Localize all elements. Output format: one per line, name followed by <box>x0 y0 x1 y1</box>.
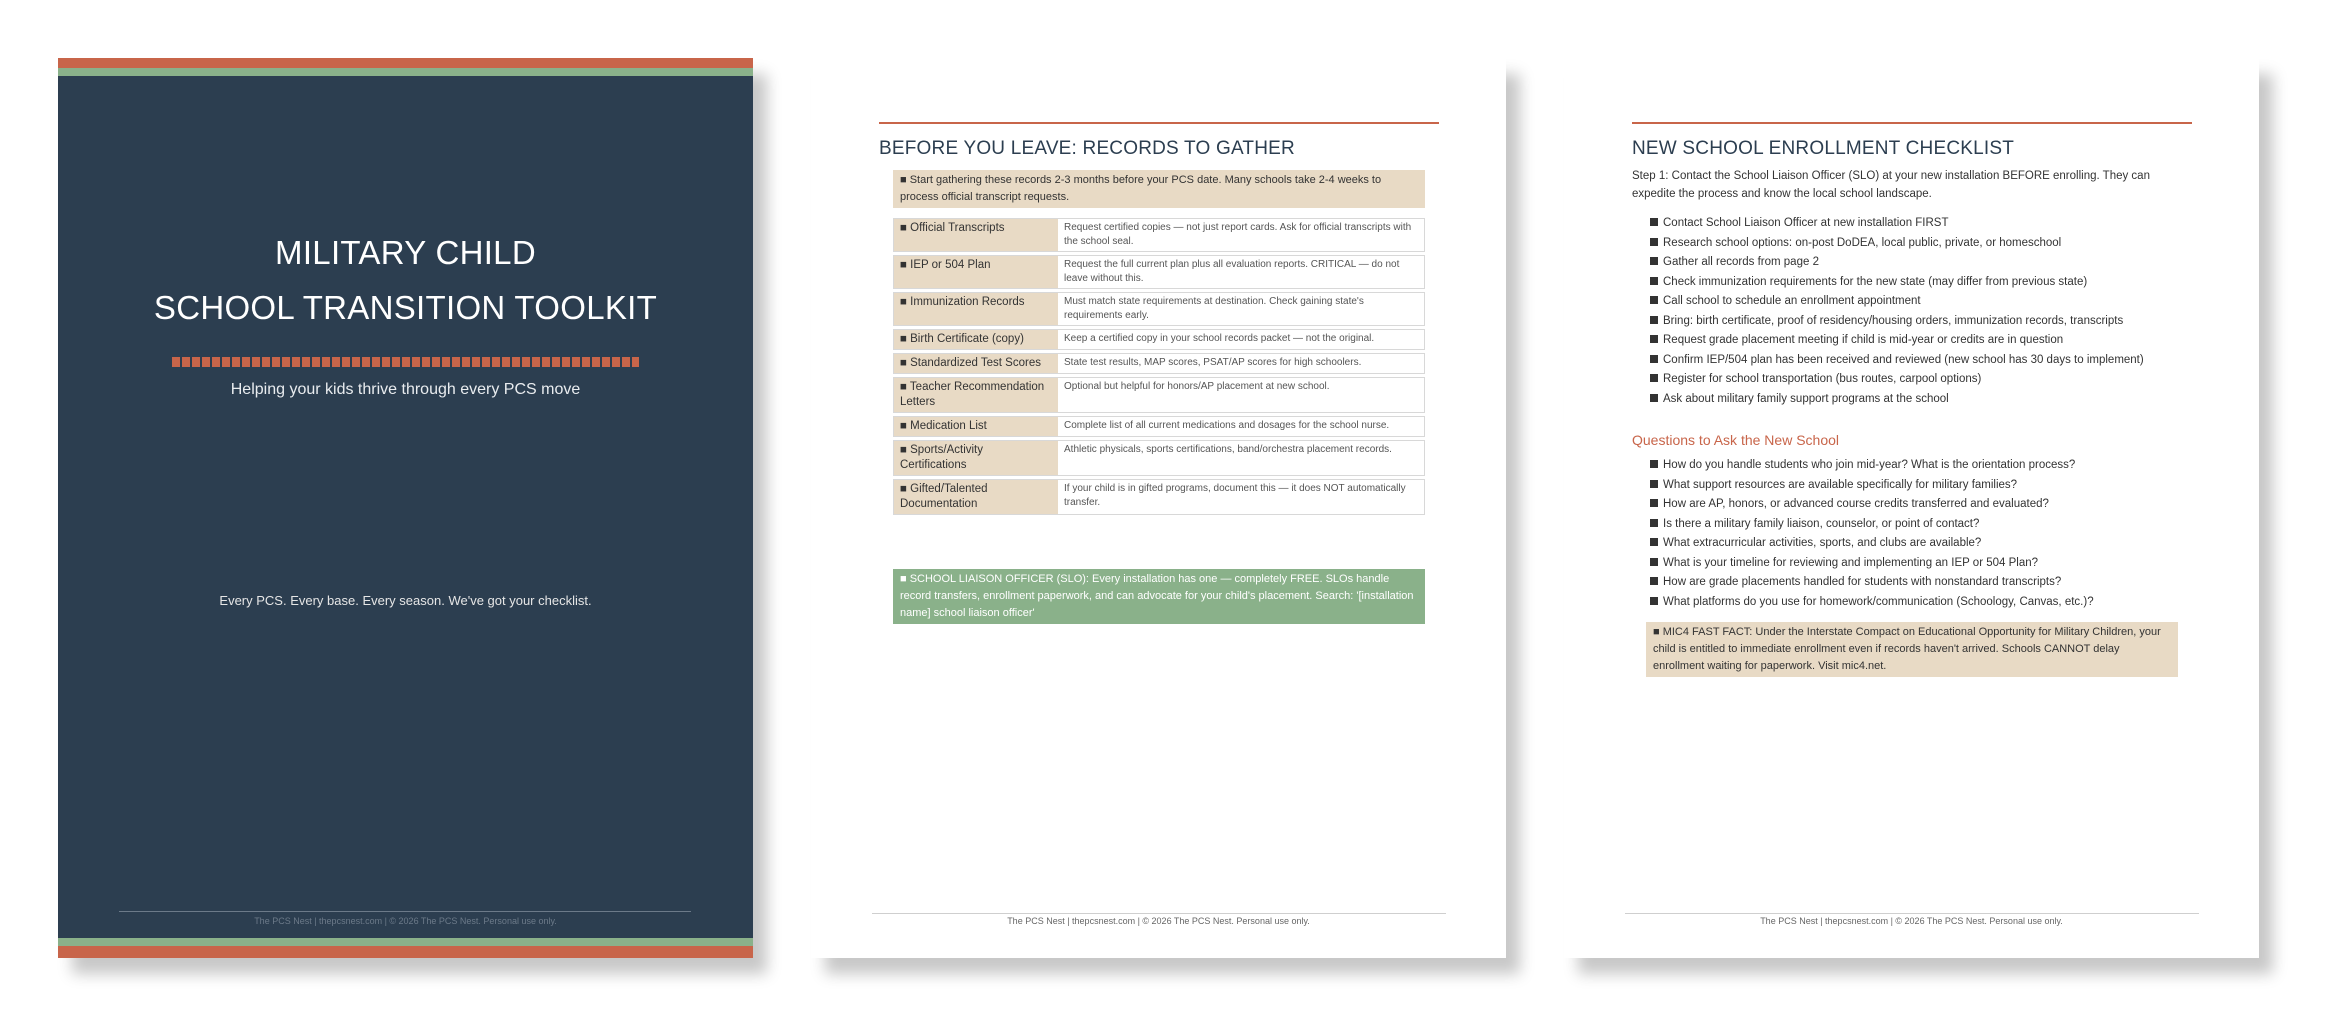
table-row <box>893 377 1425 413</box>
records-page <box>811 58 1506 958</box>
record-description: Request the full current plan plus all evaluation reports. CRITICAL — do not leave without this. <box>1058 256 1424 288</box>
questions-heading: Questions to Ask the New School <box>1632 432 1839 448</box>
top-rule <box>1632 122 2192 124</box>
page-title: BEFORE YOU LEAVE: RECORDS TO GATHER <box>879 138 1295 159</box>
record-label: ■ Teacher Recommendation Letters <box>894 378 1058 412</box>
cover-page <box>58 58 753 958</box>
record-description: State test results, MAP scores, PSAT/AP scores for high schoolers. <box>1058 354 1424 373</box>
cover-subtitle: Helping your kids thrive through every PCS move <box>230 381 581 398</box>
cover-footer: The PCS Nest | thepcsnest.com | © 2026 The PCS Nest. Personal use only. <box>254 916 557 926</box>
bullet-square-icon <box>1650 577 1658 585</box>
record-label: ■ Official Transcripts <box>894 219 1058 251</box>
enrollment-checklist <box>1650 214 2190 409</box>
footer-rule <box>1625 913 2199 914</box>
list-item: How are AP, honors, or advanced course credits transferred and evaluated? <box>1650 495 2190 515</box>
checkbox-square-icon <box>1650 316 1658 324</box>
list-item: Call school to schedule an enrollment appointment <box>1650 292 2190 312</box>
record-description: Request certified copies — not just report cards. Ask for official transcripts with the school seal. <box>1058 219 1424 251</box>
record-label: ■ Gifted/Talented Documentation <box>894 480 1058 514</box>
page-footer: The PCS Nest | thepcsnest.com | © 2026 The PCS Nest. Personal use only. <box>1007 916 1310 926</box>
cover-dashed-divider <box>172 357 639 367</box>
top-rule <box>879 122 1439 124</box>
checkbox-square-icon <box>1650 257 1658 265</box>
record-label: ■ Sports/Activity Certifications <box>894 441 1058 475</box>
record-label: ■ IEP or 504 Plan <box>894 256 1058 288</box>
bullet-square-icon <box>1650 558 1658 566</box>
list-item: What extracurricular activities, sports, and clubs are available? <box>1650 534 2190 554</box>
slo-note: ■ SCHOOL LIAISON OFFICER (SLO): Every installation has one — completely FREE. SLOs handle record transfers, enrollment paperwork, and can advocate for your child's placement. Search: '[installation name] school liaison officer' <box>893 569 1425 624</box>
page-footer: The PCS Nest | thepcsnest.com | © 2026 The PCS Nest. Personal use only. <box>1760 916 2063 926</box>
intro-text: Step 1: Contact the School Liaison Officer (SLO) at your new installation BEFORE enrolling. They can expedite the process and know the local school landscape. <box>1632 170 2150 200</box>
enrollment-page <box>1564 58 2259 958</box>
bottom-orange-stripe <box>58 946 753 958</box>
checkbox-square-icon <box>1650 335 1658 343</box>
records-table <box>893 218 1425 518</box>
checkbox-square-icon <box>1650 218 1658 226</box>
list-item: Confirm IEP/504 plan has been received and reviewed (new school has 30 days to implement) <box>1650 351 2190 371</box>
table-row <box>893 329 1425 350</box>
cover-title-line1: MILITARY CHILD <box>275 234 536 271</box>
intro-note: ■ Start gathering these records 2-3 months before your PCS date. Many schools take 2-4 weeks to process official transcript requests. <box>893 170 1425 208</box>
list-item: Gather all records from page 2 <box>1650 253 2190 273</box>
bullet-square-icon <box>1650 597 1658 605</box>
cover-tagline: Every PCS. Every base. Every season. We've got your checklist. <box>219 593 592 608</box>
list-item: Ask about military family support programs at the school <box>1650 390 2190 410</box>
footer-rule <box>872 913 1446 914</box>
record-description: If your child is in gifted programs, document this — it does NOT automatically transfer. <box>1058 480 1424 514</box>
bullet-square-icon <box>1650 480 1658 488</box>
table-row <box>893 218 1425 252</box>
record-description: Optional but helpful for honors/AP placement at new school. <box>1058 378 1424 412</box>
list-item: Request grade placement meeting if child is mid-year or credits are in question <box>1650 331 2190 351</box>
record-label: ■ Medication List <box>894 417 1058 436</box>
table-row <box>893 479 1425 515</box>
checkbox-square-icon <box>1650 296 1658 304</box>
record-label: ■ Birth Certificate (copy) <box>894 330 1058 349</box>
record-description: Complete list of all current medications and dosages for the school nurse. <box>1058 417 1424 436</box>
list-item: What platforms do you use for homework/communication (Schoology, Canvas, etc.)? <box>1650 593 2190 613</box>
table-row <box>893 353 1425 374</box>
list-item: What support resources are available specifically for military families? <box>1650 476 2190 496</box>
checkbox-square-icon <box>1650 394 1658 402</box>
list-item: Bring: birth certificate, proof of residency/housing orders, immunization records, transcripts <box>1650 312 2190 332</box>
page-title: NEW SCHOOL ENROLLMENT CHECKLIST <box>1632 138 2015 159</box>
table-row <box>893 292 1425 326</box>
list-item: Contact School Liaison Officer at new installation FIRST <box>1650 214 2190 234</box>
fast-fact-note: ■ MIC4 FAST FACT: Under the Interstate Compact on Educational Opportunity for Military Children, your child is entitled to immediate enrollment even if records haven't arrived. Schools CANNOT delay enrollment waiting for paperwork. Visit mic4.net. <box>1646 622 2178 677</box>
list-item: Register for school transportation (bus routes, carpool options) <box>1650 370 2190 390</box>
record-description: Athletic physicals, sports certifications, band/orchestra placement records. <box>1058 441 1424 475</box>
record-label: ■ Standardized Test Scores <box>894 354 1058 373</box>
list-item: Research school options: on-post DoDEA, local public, private, or homeschool <box>1650 234 2190 254</box>
record-description: Keep a certified copy in your school records packet — not the original. <box>1058 330 1424 349</box>
table-row <box>893 440 1425 476</box>
top-green-stripe <box>58 68 753 76</box>
checkbox-square-icon <box>1650 374 1658 382</box>
record-label: ■ Immunization Records <box>894 293 1058 325</box>
list-item: What is your timeline for reviewing and implementing an IEP or 504 Plan? <box>1650 554 2190 574</box>
questions-list <box>1650 456 2190 612</box>
table-row <box>893 416 1425 437</box>
record-description: Must match state requirements at destination. Check gaining state's requirements early. <box>1058 293 1424 325</box>
list-item: Is there a military family liaison, counselor, or point of contact? <box>1650 515 2190 535</box>
cover-footer-rule <box>119 911 691 912</box>
list-item: Check immunization requirements for the new state (may differ from previous state) <box>1650 273 2190 293</box>
list-item: How do you handle students who join mid-year? What is the orientation process? <box>1650 456 2190 476</box>
bullet-square-icon <box>1650 538 1658 546</box>
bullet-square-icon <box>1650 519 1658 527</box>
cover-title-line2: SCHOOL TRANSITION TOOLKIT <box>153 289 658 326</box>
list-item: How are grade placements handled for students with nonstandard transcripts? <box>1650 573 2190 593</box>
checkbox-square-icon <box>1650 355 1658 363</box>
checkbox-square-icon <box>1650 238 1658 246</box>
table-row <box>893 255 1425 289</box>
bottom-green-stripe <box>58 938 753 946</box>
bullet-square-icon <box>1650 499 1658 507</box>
bullet-square-icon <box>1650 460 1658 468</box>
checkbox-square-icon <box>1650 277 1658 285</box>
top-orange-stripe <box>58 58 753 68</box>
